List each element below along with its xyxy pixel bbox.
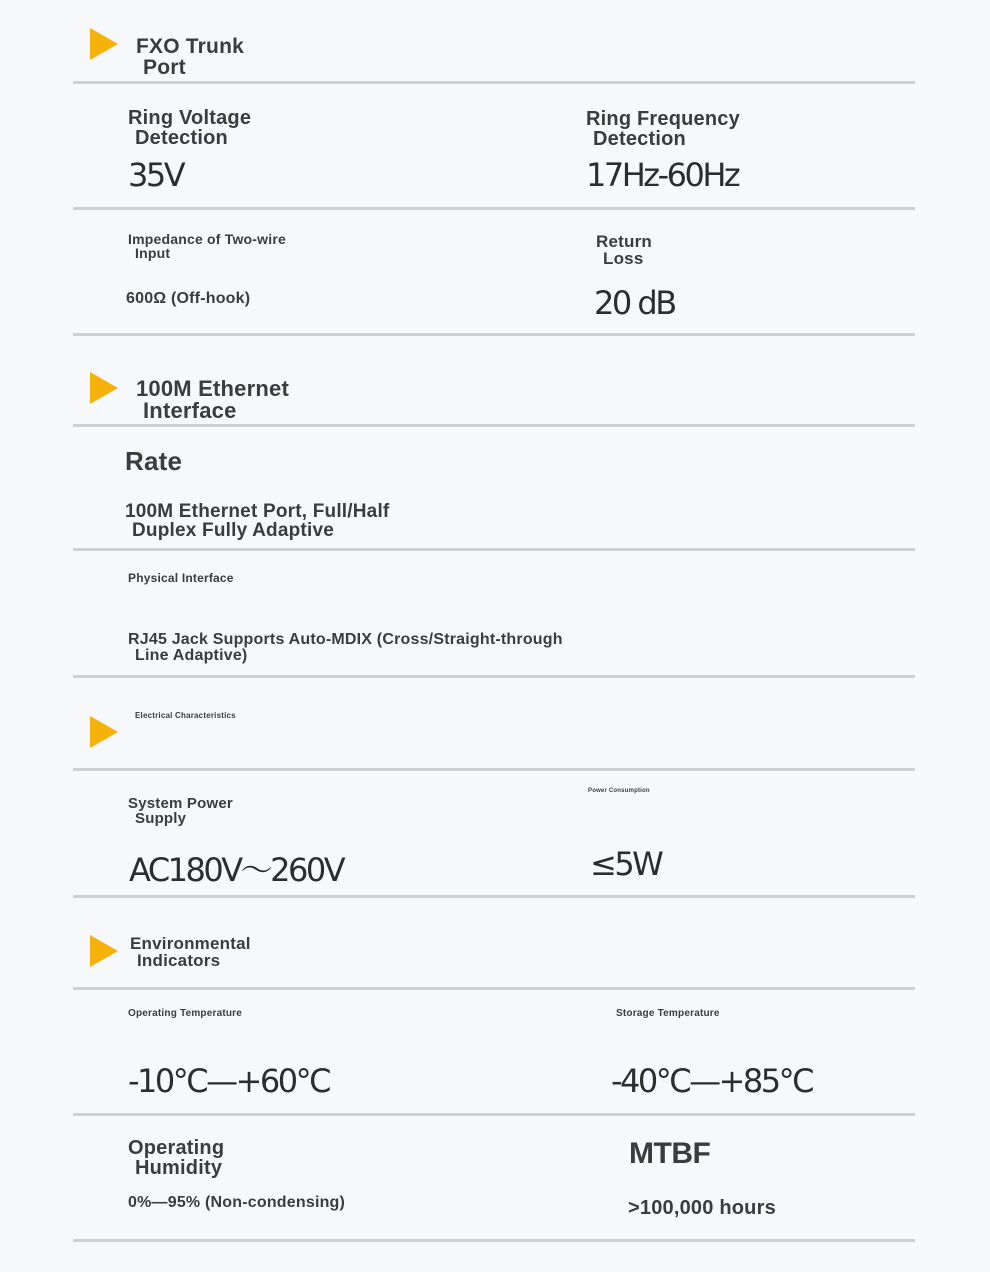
divider: [73, 987, 915, 990]
operating-temperature-value: -10°C—+60°C: [128, 1062, 329, 1100]
operating-humidity-label: Operating Humidity: [128, 1137, 225, 1179]
operating-temperature-label: Operating Temperature: [128, 1008, 243, 1019]
mtbf-label: MTBF: [629, 1137, 711, 1170]
ring-frequency-label: Ring Frequency Detection: [586, 108, 740, 150]
section-marker-icon: [90, 935, 118, 967]
section-marker-icon: [90, 372, 118, 404]
section-marker-icon: [90, 716, 118, 748]
physical-interface-value: RJ45 Jack Supports Auto-MDIX (Cross/Straight-through Line Adaptive): [128, 631, 563, 664]
divider: [73, 424, 915, 427]
rate-label: Rate: [125, 446, 183, 476]
mtbf-value: >100,000 hours: [628, 1197, 776, 1219]
return-loss-label: Return Loss: [596, 232, 652, 268]
operating-humidity-value: 0%—95% (Non-condensing): [128, 1194, 346, 1211]
divider: [73, 675, 915, 678]
divider: [73, 768, 915, 771]
power-consumption-value: ≤5W: [590, 845, 662, 883]
section-title-electrical: Electrical Characteristics: [135, 711, 236, 720]
section-title-fxo: FXO Trunk Port: [136, 35, 244, 79]
divider: [73, 895, 915, 898]
divider: [73, 548, 915, 551]
impedance-value: 600Ω (Off-hook): [126, 290, 251, 307]
power-consumption-label: Power Consumption: [588, 788, 650, 794]
ring-voltage-label: Ring Voltage Detection: [128, 107, 252, 149]
system-power-supply-label: System Power Supply: [128, 795, 233, 827]
rate-value: 100M Ethernet Port, Full/Half Duplex Fully Adaptive: [125, 501, 390, 541]
storage-temperature-value: -40°C—+85°C: [611, 1062, 812, 1100]
divider: [73, 1113, 915, 1116]
ring-frequency-value: 17Hz-60Hz: [586, 156, 739, 194]
ring-voltage-value: 35V: [128, 156, 184, 194]
section-title-ethernet: 100M Ethernet Interface: [136, 376, 289, 423]
divider: [73, 207, 915, 210]
divider: [73, 81, 915, 84]
physical-interface-label: Physical Interface: [128, 571, 234, 585]
storage-temperature-label: Storage Temperature: [616, 1008, 720, 1019]
divider: [73, 1239, 915, 1242]
return-loss-value: 20 dB: [594, 284, 675, 322]
divider: [73, 333, 915, 336]
section-marker-icon: [90, 28, 118, 60]
impedance-label: Impedance of Two-wire Input: [128, 231, 286, 261]
system-power-supply-value: AC180V～260V: [129, 851, 344, 889]
section-title-environmental: Environmental Indicators: [130, 934, 251, 970]
